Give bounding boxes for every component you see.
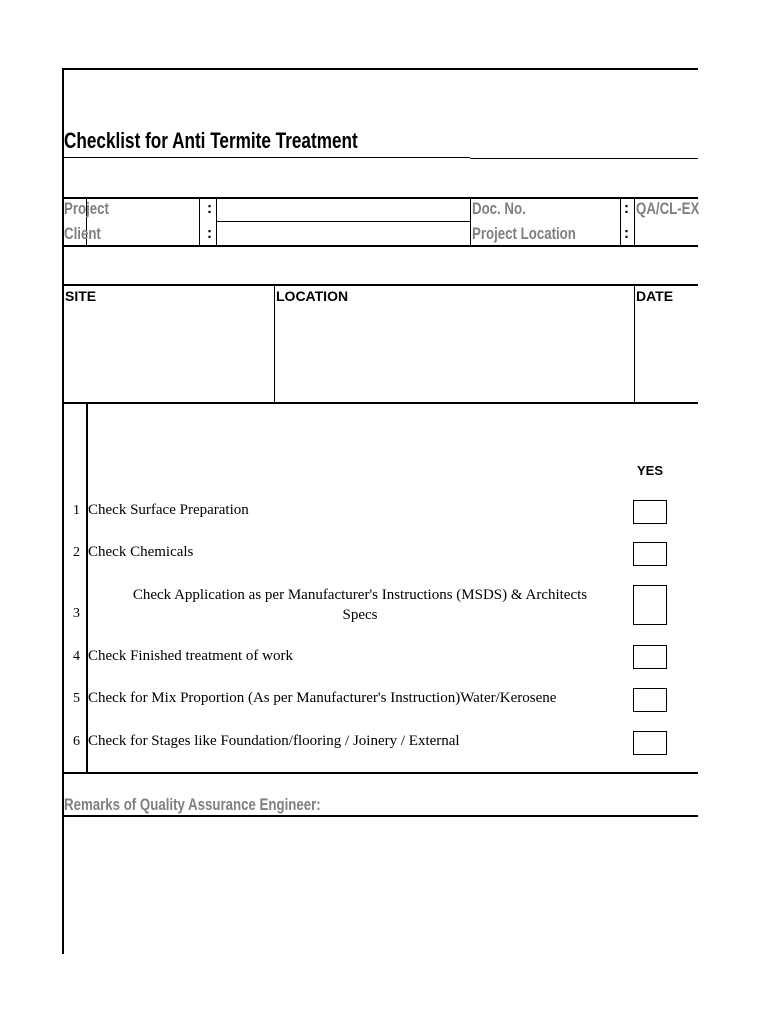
title-underline xyxy=(64,157,470,158)
yes-label: YES xyxy=(637,463,664,478)
item-3-text-line2: Specs xyxy=(342,607,378,623)
item-3-number: 3 xyxy=(73,606,80,621)
site-divider-2 xyxy=(634,285,635,403)
client-value xyxy=(218,223,468,243)
remarks-underline xyxy=(62,815,698,817)
checklist-bottom-line xyxy=(62,772,698,774)
date-label: DATE xyxy=(636,288,674,304)
item-3-yes-checkbox[interactable] xyxy=(633,585,667,625)
doc-no-label: Doc. No. xyxy=(472,199,526,218)
remarks-area[interactable] xyxy=(64,818,696,952)
project-colon: : xyxy=(205,201,215,218)
site-label: SITE xyxy=(65,288,97,304)
location-label: LOCATION xyxy=(276,288,349,304)
item-5-number: 5 xyxy=(73,691,80,706)
page-title: Checklist for Anti Termite Treatment xyxy=(64,128,358,153)
project-location-label: Project Location xyxy=(472,224,576,243)
doc-no-colon: : xyxy=(622,201,632,218)
site-bottom-line xyxy=(62,402,698,404)
item-1-number: 1 xyxy=(73,503,80,518)
item-3-text-line1: Check Application as per Manufacturer's Instructions (MSDS) & Architects xyxy=(132,587,588,603)
project-location-colon: : xyxy=(622,226,632,243)
meta-mid-line xyxy=(216,221,470,222)
meta-divider-5 xyxy=(620,198,621,245)
project-value xyxy=(218,199,468,219)
item-1-yes-checkbox[interactable] xyxy=(633,500,667,524)
item-2-yes-checkbox[interactable] xyxy=(633,542,667,566)
client-label: Client xyxy=(64,224,101,243)
meta-divider-2 xyxy=(199,198,200,245)
top-border xyxy=(62,68,698,70)
meta-divider-4 xyxy=(470,198,471,245)
item-4-text: Check Finished treatment of work xyxy=(88,648,293,664)
meta-bottom-line xyxy=(62,245,698,247)
item-2-number: 2 xyxy=(73,545,80,560)
client-colon: : xyxy=(205,226,215,243)
item-6-text: Check for Stages like Foundation/flooring / Joinery / External xyxy=(88,733,460,749)
item-4-number: 4 xyxy=(73,649,80,664)
project-label: Project xyxy=(64,199,109,218)
title-underline-right xyxy=(470,158,698,159)
meta-divider-6 xyxy=(634,198,635,245)
item-6-yes-checkbox[interactable] xyxy=(633,731,667,755)
remarks-label: Remarks of Quality Assurance Engineer: xyxy=(64,795,321,814)
site-divider-1 xyxy=(274,285,275,403)
item-5-text: Check for Mix Proportion (As per Manufacturer's Instruction)Water/Kerosene xyxy=(88,690,557,706)
item-5-yes-checkbox[interactable] xyxy=(633,688,667,712)
meta-divider-3 xyxy=(216,198,217,245)
site-top-line xyxy=(62,284,698,286)
doc-no-value: QA/CL-EX xyxy=(636,199,700,218)
item-2-text: Check Chemicals xyxy=(88,544,194,560)
item-1-text: Check Surface Preparation xyxy=(88,502,249,518)
item-4-yes-checkbox[interactable] xyxy=(633,645,667,669)
item-6-number: 6 xyxy=(73,734,80,749)
